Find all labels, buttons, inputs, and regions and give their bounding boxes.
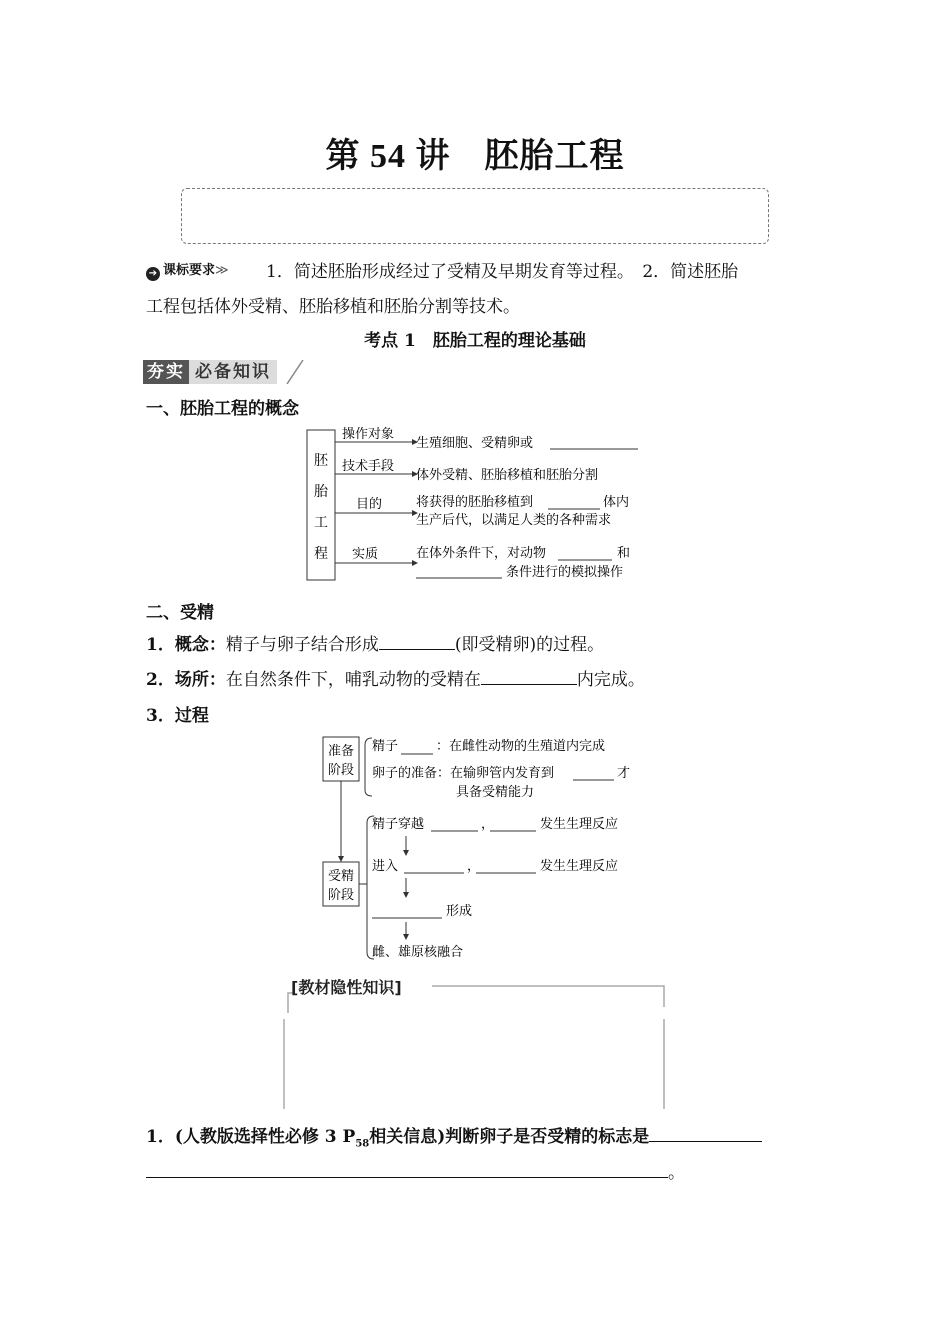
stage-fert-1: 受精 [327,869,355,884]
root-char-2: 胎 [314,484,328,500]
branch-label-1: 操作对象 [342,427,395,442]
root-char-1: 胚 [314,453,328,469]
branch-label-3: 目的 [356,497,383,512]
fert-step4: 雌、雄原核融合 [372,945,464,960]
lecture-number: 第 54 讲 [325,138,451,175]
fert-step2: 进入 [372,859,399,874]
double-chevron-icon: ≫ [215,263,229,278]
item-concept: 1．概念：精子与卵子结合形成 (即受精卵)的过程。 [146,635,605,655]
prep-egg: 卵子的准备：在输卵管内发育到 [372,766,555,781]
prep-sperm-text: ：在雌性动物的生殖道内完成 [436,739,606,754]
page-title [0,128,950,177]
root-char-4: 程 [314,546,328,562]
requirements-badge: ➔ 课标要求≫ [146,259,229,281]
branch-label-2: 技术手段 [342,459,395,474]
fert-step3: 形成 [446,904,473,919]
fert-step2-c: 发生生理反应 [540,859,619,874]
stage-prep-2: 阶段 [327,763,355,778]
stage-fert-2: 阶段 [327,888,355,903]
branch-text-3c: 生产后代，以满足人类的各种需求 [416,513,612,528]
fert-step2-sep: ， [467,859,481,874]
banner-slash [285,360,305,384]
root-char-3: 工 [314,515,328,531]
question-1-line2: 。 [146,1158,685,1183]
branch-text-1: 生殖细胞、受精卵或 [416,436,534,451]
branch-text-4c: 条件进行的模拟操作 [506,565,624,580]
banner-part2: 必备知识 [189,360,277,384]
branch-text-3b: 体内 [603,495,630,510]
question-1: 1．(人教版选择性必修 3 $P_{58}$相关信息)判断卵子是否受精的标志是 [146,1122,762,1149]
prep-egg-c: 具备受精能力 [456,785,535,800]
section2-heading: 二、受精 [146,603,214,623]
branch-text-4b: 和 [617,546,631,561]
dashed-box [181,188,769,244]
branch-text-4a: 在体外条件下，对动物 [416,546,547,561]
arrow-icon: ➔ [146,267,160,281]
process-diagram [318,732,648,964]
prep-egg-b: 才 [617,766,631,781]
banner-part1: 夯实 [143,360,189,384]
branch-label-4: 实质 [352,547,379,562]
branch-text-3a: 将获得的胚胎移植到 [416,495,534,510]
prep-sperm: 精子 [372,739,399,754]
kaodian-heading: 考点 1 胚胎工程的理论基础 [364,331,586,351]
branch-text-2: 体外受精、胚胎移植和胚胎分割 [416,468,599,483]
section1-heading: 一、胚胎工程的概念 [146,399,299,419]
item-process-heading: 3．过程 [146,706,209,726]
requirements-line1: 1．简述胚胎形成经过了受精及早期发育等过程。 2．简述胚胎 [266,262,739,282]
stage-prep-1: 准备 [327,744,355,759]
fert-step1-sep: ， [481,817,495,832]
requirements-line2: 工程包括体外受精、胚胎移植和胚胎分割等技术。 [146,297,520,317]
lecture-topic: 胚胎工程 [484,138,625,175]
section-banner [143,360,277,384]
fert-step1: 精子穿越 [372,817,425,832]
hidden-knowledge-title: [教材隐性知识] [291,978,402,997]
fert-step1-c: 发生生理反应 [540,817,619,832]
concept-diagram [300,420,660,590]
item-location: 2．场所：在自然条件下，哺乳动物的受精在 内完成。 [146,670,645,690]
